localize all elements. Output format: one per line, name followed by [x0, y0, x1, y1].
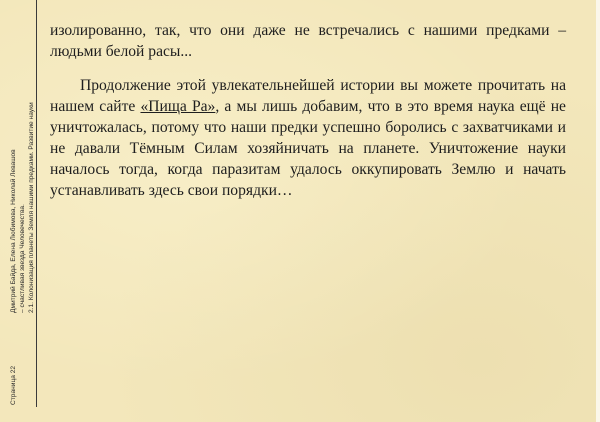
page-edge — [596, 0, 600, 422]
sidebar-divider — [36, 0, 37, 407]
sidebar-line-title — [18, 5, 27, 405]
book-title: – счастливая звезда Человечества. — [19, 204, 26, 313]
page-sidebar — [4, 0, 34, 408]
book-authors: Дмитрий Байда, Елена Любимова, Николай Левашов — [10, 149, 17, 313]
sidebar-line-chapter — [27, 5, 36, 405]
paragraph-main — [50, 75, 566, 201]
sidebar-header — [9, 5, 36, 405]
sidebar-line-authors — [9, 5, 18, 405]
page-body — [50, 20, 566, 201]
paragraph-text-start: Продолжение этой увлекательнейшей истории вы можете прочитать на нашем сайте — [50, 77, 566, 115]
paragraph-text-end: , а мы лишь добавим, что в это время наука ещё не уничтожалась, потому что наши предки успешно боролись с захватчиками и не давали Тёмным Силам хозяйничать на планете. Уничтожение науки началось тогда, когда паразитам удалось оккупировать Землю и начать устанавливать здесь свои порядки… — [50, 98, 566, 199]
paragraph-continuation: изолированно, так, что они даже не встречались с нашими предками – людьми белой расы... — [50, 22, 566, 60]
site-link[interactable]: «Пища Ра» — [140, 98, 216, 115]
chapter-title: 2.1. Колонизация планеты Земля нашими предками. Развитие науки — [28, 102, 35, 313]
page-number: Страница 22 — [10, 365, 17, 405]
